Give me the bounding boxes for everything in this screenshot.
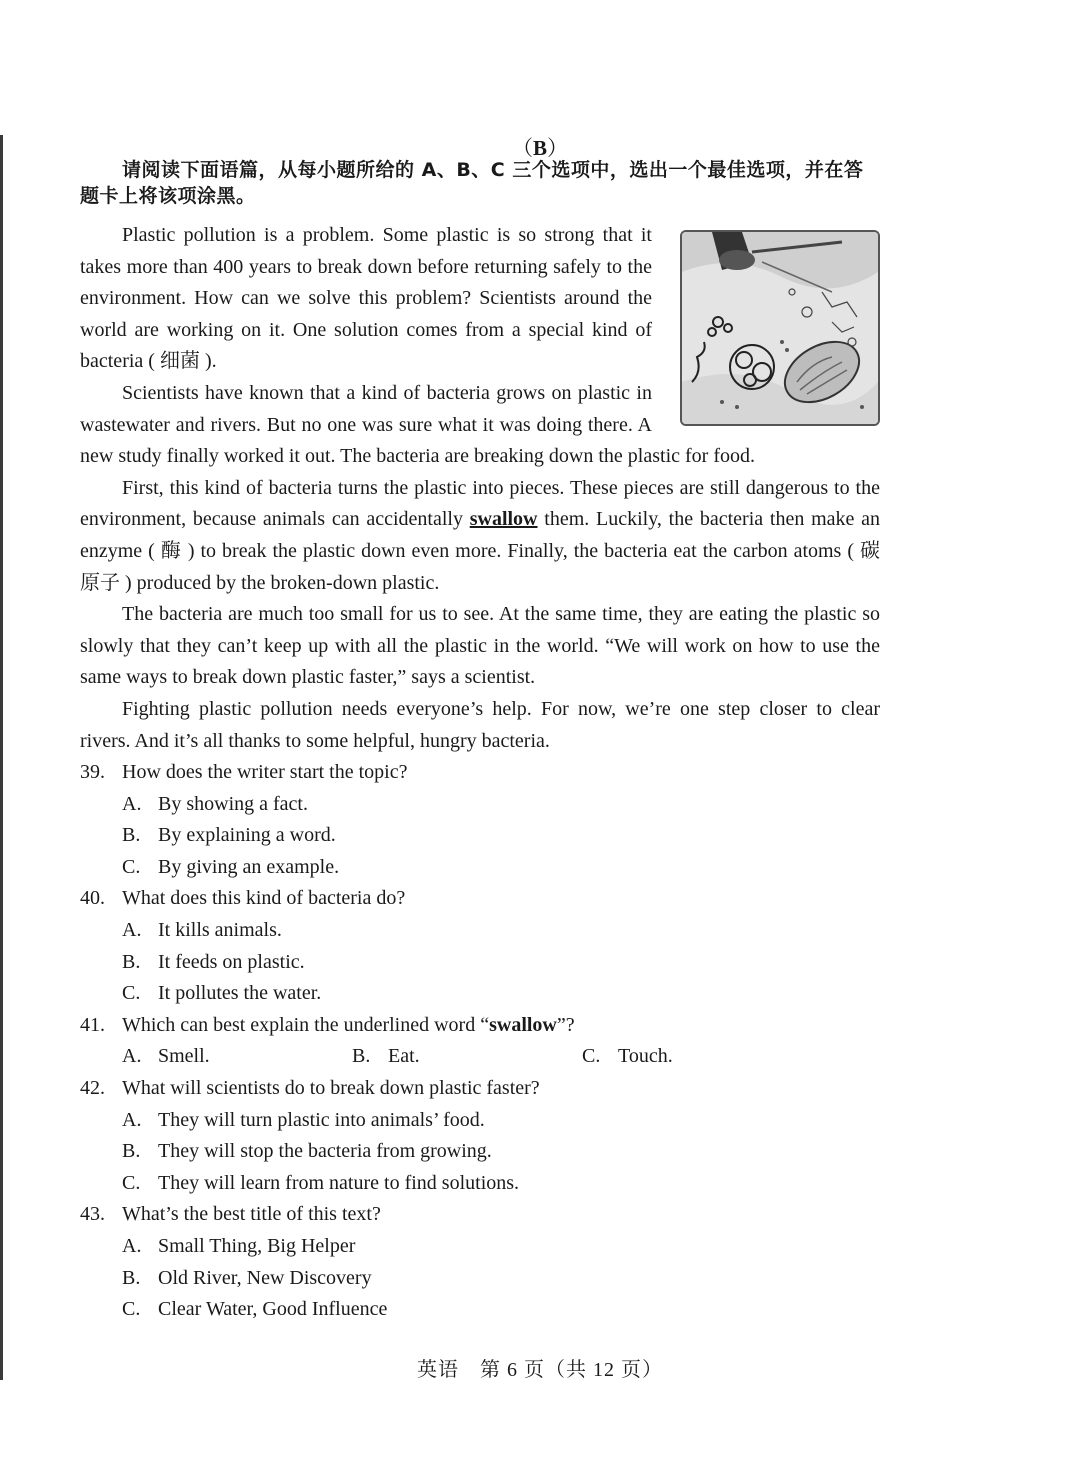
option-39-c[interactable]: C. By giving an example. <box>122 855 340 878</box>
option-39-b[interactable]: B. By explaining a word. <box>122 824 336 847</box>
option-40-c[interactable]: C. It pollutes the water. <box>122 982 322 1005</box>
question-40 <box>80 883 880 915</box>
option-42-a[interactable]: A. They will turn plastic into animals’ food. <box>122 1108 485 1131</box>
question-43 <box>80 1199 880 1231</box>
section-letter: B <box>532 136 547 160</box>
reading-passage <box>80 220 880 757</box>
page-footer: 英语 第 6 页（共 12 页） <box>417 1359 663 1381</box>
option-42-b[interactable]: B. They will stop the bacteria from growing. <box>122 1140 492 1163</box>
question-number: 40. <box>80 887 105 910</box>
question-39 <box>80 757 880 789</box>
question-number: 39. <box>80 761 105 783</box>
option-43-b[interactable]: B. Old River, New Discovery <box>122 1266 372 1289</box>
question-stem: What does this kind of bacteria do? <box>122 887 406 910</box>
option-41-c[interactable]: C. Touch. <box>582 1045 673 1068</box>
underlined-word: swallow <box>469 508 538 531</box>
question-number: 43. <box>80 1203 105 1226</box>
question-42 <box>80 1073 880 1105</box>
passage-paragraph-4: The bacteria are much too small for us to see. At the same time, they are eating the plastic so slowly that they can’t keep up with all the plastic in the world. “We will work on how to use the same ways to break down plastic faster,” says a scientist. <box>80 603 880 689</box>
question-stem: What will scientists do to break down plastic faster? <box>122 1076 540 1099</box>
option-43-a[interactable]: A. Small Thing, Big Helper <box>122 1234 356 1257</box>
question-stem: How does the writer start the topic? <box>122 761 408 783</box>
option-39-a[interactable]: A. By showing a fact. <box>122 792 308 815</box>
option-42-c[interactable]: C. They will learn from nature to find solutions. <box>122 1171 520 1194</box>
options-41 <box>80 1041 880 1073</box>
section-label: （B） <box>511 136 568 160</box>
instructions: 请阅读下面语篇，从每小题所给的 A、B、C 三个选项中，选出一个最佳选项，并在答题卡上将该项涂黑。 <box>80 159 864 207</box>
option-40-b[interactable]: B. It feeds on plastic. <box>122 950 305 973</box>
binding-margin-line <box>0 135 3 1380</box>
question-stem: Which can best explain the underlined word “swallow”? <box>122 1013 575 1036</box>
passage-paragraph-3: First, this kind of bacteria turns the plastic into pieces. These pieces are still dangerous to the environment, because animals can accidentally swallow them. Luckily, the bacteria then make an enzyme ( 酶 ) to break the plastic down even more. Finally, the bacteria eat the carbon atoms ( 碳原子 ) produced by the broken-down plastic. <box>80 476 881 594</box>
question-41 <box>80 1010 880 1042</box>
question-stem: What’s the best title of this text? <box>122 1203 381 1226</box>
option-41-a[interactable]: A. Smell. <box>122 1045 210 1068</box>
option-41-b[interactable]: B. Eat. <box>352 1045 420 1068</box>
passage-paragraph-1: Plastic pollution is a problem. Some plastic is so strong that it takes more than 400 years to break down before returning safely to the environment. How can we solve this problem? Scientists around the world are working on it. One solution comes from a special kind of bacteria ( 细菌 ). <box>80 224 652 373</box>
question-number: 42. <box>80 1076 105 1099</box>
option-40-a[interactable]: A. It kills animals. <box>122 918 282 941</box>
bacteria-illustration <box>680 230 880 426</box>
question-list <box>80 757 880 1326</box>
passage-paragraph-5: Fighting plastic pollution needs everyone’s help. For now, we’re one step closer to clear rivers. And it’s all thanks to some helpful, hungry bacteria. <box>80 697 880 752</box>
option-43-c[interactable]: C. Clear Water, Good Influence <box>122 1298 388 1321</box>
passage-paragraph-2: Scientists have known that a kind of bacteria grows on plastic in wastewater and rivers. But no one was sure what it was doing there. A new study finally worked it out. The bacteria are breaking down the plastic for food. <box>80 381 755 468</box>
question-number: 41. <box>80 1013 105 1036</box>
